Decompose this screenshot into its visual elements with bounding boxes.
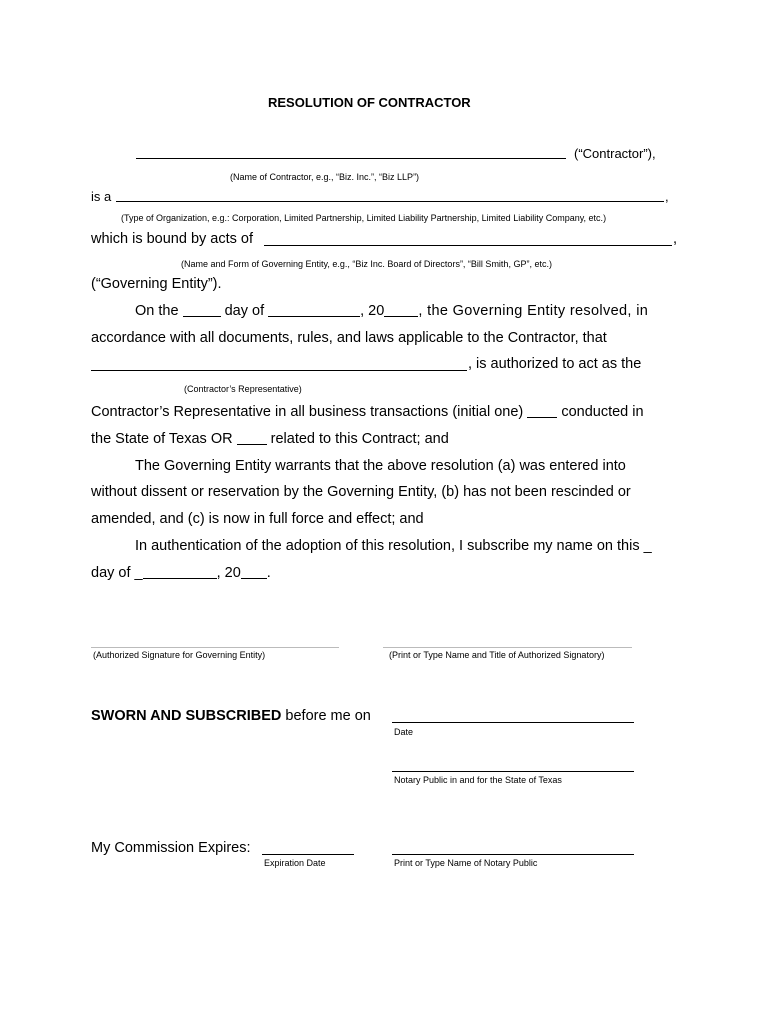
para2-line3: amended, and (c) is now in full force and effect; and bbox=[91, 511, 424, 527]
subscribe-date-blank[interactable] bbox=[143, 565, 217, 579]
sworn-text bbox=[91, 708, 371, 724]
year-prefix-text: , 20 bbox=[360, 303, 385, 319]
line5-text-b: related to this Contract; and bbox=[270, 431, 449, 447]
expiration-caption: Expiration Date bbox=[264, 858, 326, 868]
notary-print-caption: Print or Type Name of Notary Public bbox=[394, 858, 538, 868]
sworn-rest: before me on bbox=[281, 708, 371, 724]
on-the-text: On the bbox=[135, 303, 179, 319]
signatory-name-line[interactable] bbox=[383, 647, 632, 648]
para1-line4 bbox=[91, 404, 644, 420]
para2-line2: without dissent or reservation by the Governing Entity, (b) has not been rescinded or bbox=[91, 484, 631, 500]
expiration-date-line[interactable] bbox=[262, 854, 354, 855]
sworn-bold: SWORN AND SUBSCRIBED bbox=[91, 708, 282, 724]
para1-line2: accordance with all documents, rules, and laws applicable to the Contractor, that bbox=[91, 330, 607, 346]
year-blank[interactable] bbox=[384, 303, 418, 317]
bound-suffix: , bbox=[673, 231, 678, 247]
org-type-line[interactable] bbox=[116, 201, 664, 202]
period: . bbox=[266, 565, 271, 581]
day-of-prefix: day of _ bbox=[91, 565, 143, 581]
line5-text-a: the State of Texas OR bbox=[91, 431, 233, 447]
month-blank[interactable] bbox=[268, 303, 360, 317]
notary-line[interactable] bbox=[392, 771, 634, 772]
line4-text-b: conducted in bbox=[561, 404, 644, 420]
commission-label: My Commission Expires: bbox=[91, 840, 251, 856]
day-of-text: day of bbox=[224, 303, 265, 319]
para2-line1: The Governing Entity warrants that the above resolution (a) was entered into bbox=[135, 458, 626, 474]
day-blank[interactable] bbox=[183, 303, 221, 317]
authorized-text: , is authorized to act as the bbox=[468, 356, 642, 372]
authorized-signature-line[interactable] bbox=[91, 647, 339, 648]
authorized-signature-caption: (Authorized Signature for Governing Entity) bbox=[93, 650, 266, 660]
bound-prefix: which is bound by acts of bbox=[91, 231, 254, 247]
contractor-suffix: (“Contractor”), bbox=[574, 146, 656, 161]
line4-text-a: Contractor’s Representative in all business transactions (initial one) bbox=[91, 404, 524, 420]
date-caption: Date bbox=[394, 727, 414, 737]
representative-line[interactable] bbox=[91, 370, 467, 371]
signatory-name-caption: (Print or Type Name and Title of Authorized Signatory) bbox=[389, 650, 605, 660]
subscribe-year-blank[interactable] bbox=[241, 565, 267, 579]
para3-line2 bbox=[91, 565, 271, 581]
initial-business-blank[interactable] bbox=[527, 404, 557, 418]
resolved-text: , the Governing Entity resolved, in bbox=[418, 303, 649, 319]
date-line[interactable] bbox=[392, 722, 634, 723]
para3-line1: In authentication of the adoption of this resolution, I subscribe my name on this _ bbox=[135, 538, 652, 554]
contractor-name-line[interactable] bbox=[136, 158, 566, 159]
org-suffix: , bbox=[665, 189, 669, 204]
para1-line5 bbox=[91, 431, 449, 447]
representative-caption: (Contractor’s Representative) bbox=[184, 384, 302, 394]
governing-entity-label: (“Governing Entity”). bbox=[91, 276, 222, 292]
notary-caption: Notary Public in and for the State of Texas bbox=[394, 775, 562, 785]
para1-line1 bbox=[135, 303, 680, 319]
bound-caption: (Name and Form of Governing Entity, e.g., “Biz Inc. Board of Directors”, “Bill Smith, GP”, etc.) bbox=[181, 259, 552, 269]
contractor-caption: (Name of Contractor, e.g., “Biz. Inc.”, “Biz LLP”) bbox=[230, 172, 420, 182]
org-caption: (Type of Organization, e.g.: Corporation, Limited Partnership, Limited Liability Partnership, Limited Liability Company, etc.) bbox=[121, 213, 607, 223]
notary-print-line[interactable] bbox=[392, 854, 634, 855]
year-prefix-2: , 20 bbox=[216, 565, 241, 581]
document-title: RESOLUTION OF CONTRACTOR bbox=[268, 95, 471, 110]
governing-entity-line[interactable] bbox=[264, 245, 672, 246]
initial-contract-blank[interactable] bbox=[237, 431, 267, 445]
org-prefix: is a bbox=[91, 189, 112, 204]
